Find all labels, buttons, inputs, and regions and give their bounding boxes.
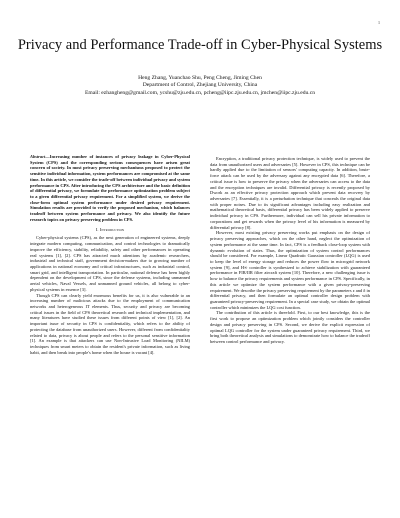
- intro-paragraph: Cyber-physical systems (CPS), as the next generation of engineered systems, deeply integrate modern computing, communication, and control technologies to dramatically improve the efficiency, stability, reliability, safety and other performances in operating real systems [1], [2]. CPS has attracted much attentions by academic researchers, industrial and technical staff, government decision-makers due to growing number of applications in national economy and critical infrastructures, such as industrial control, smart grid, and intelligent transportation. In particular, national defense has been highly dependent on the development of CPS, since the defense systems, including unmanned aerial vehicles, Naval Vessels, and unmanned ground vehicles, all belong to cyber-physical systems in essence [3].: [30, 235, 190, 292]
- abstract: [30, 154, 190, 223]
- paper-title: Privacy and Performance Trade-off in Cyber-Physical Systems: [17, 37, 383, 53]
- section-heading-introduction: I. Introduction: [95, 226, 125, 232]
- left-column: [30, 154, 190, 355]
- page-number: 1: [378, 20, 380, 25]
- author-names: Heng Zhang, Yuanchao Shu, Peng Cheng, Jiming Chen: [138, 75, 262, 81]
- right-column: [210, 156, 370, 345]
- body-paragraph: Encryption, a traditional privacy protection technique, is widely used to prevent the data from unauthorized users and adversaries [5]. However in CPS, this technique can be hardly applied due to the limitation of sensors' computing capacity. In addition, brute-force attack can be used by the adversary against any encrypted data [6]. Therefore, a critical issue is how to preserve the privacy when the adversaries can access to the data and the encryption techniques are invalid. Differential privacy is recently proposed by Dwork as an effective privacy protection approach which prevent data recovery by adversaries [7]. Essentially, it is a perturbation technique that conceals the original data with proper noises. Due to its significant advantages including easy realization and mathematical theoretical basis, differential privacy has been widely applied to preserve individual privacy in CPS. Furthermore, individual can sell his private information to corporations and get rewards when the privacy level of his information is measured by differential privacy [8].: [210, 156, 370, 230]
- author-emails: Email: ezhangheng@gmail.com, ycshu@zju.edu.cn, pcheng@iipc.zju.edu.cn, jmchen@iipc.zju.edu.cn: [85, 89, 315, 96]
- affiliation: Department of Control, Zhejiang University, China: [142, 82, 258, 89]
- abstract-text: —Increasing number of instances of privacy leakage in Cyber-Physical System (CPS) and the corresponding serious consequences have arisen great concern of society. In most privacy preserving mechanisms proposed to protect the sensitive individual information, system performances are compromised at the same time. In this article, we consider the trade-off between individual privacy and system performance in CPS. After introducing the CPS architecture and the basic definition of differential privacy, we formulate the performance optimization problem subject to a given differential privacy requirement. For a simplified system, we derive the close-form optimal system performance under desired privacy requirement. Simulation results are provided to verify the proposed mechanism, which balances tradeoff between system performance and privacy. We also identify the future research topics on privacy preserving problem in CPS.: [30, 154, 190, 222]
- body-paragraph: However, most existing privacy preserving works put emphasis on the design of privacy preserving approaches, which on the other hand, neglect the optimization of system performance at the same time. In fact, CPS is a feedback close-loop system with dynamic evolution of states. Thus, the optimization of system control performances should be considered. For example, Linear Quadratic Gaussian controller (LQG) is used to keep the level of energy storage and reduces the power flow in microgrid network system [9], and H∞ controller is synthesized to achieve stabilization with guaranteed performance in FIR/IIR filter aircraft system [10]. Therefore, a new challenging issue is how to balance the privacy requirements and system performance in CPS. Specifically, in this article we optimize the system performance with a given privacy-preserving requirement. We describe the privacy preserving requirement by the parameters ε and δ in differential privacy, and then formulate an optimal controller design problem with guaranteed privacy-preserving requirement. In a special case study, we obtain the optimal controller which minimizes the LQG cost function.: [210, 230, 370, 310]
- body-paragraph: The contribution of this article is threefold. First, to our best knowledge, this is the first work to propose an optimization problem which jointly considers the controller design and privacy preserving in CPS. Second, we derive the explicit expression of optimal LQG controller for the system under guaranteed privacy requirement. Third, we bring both theoretical analysis and simulations to demonstrate how to balance the tradeoff between control performance and privacy.: [210, 310, 370, 344]
- author-block: [0, 75, 400, 97]
- abstract-label: Abstract: [30, 154, 46, 159]
- intro-paragraph: Though CPS can clearly yield enormous benefits for us, it is also vulnerable to an increasing number of malicious attacks due to the employment of communication networks and heterogeneous IT elements. Thus, security and privacy are becoming critical issues in the field of CPS theoretical research and technical implementation, and many literatures have studied these issues from different points of view [1], [2]. An important issue of security in CPS is confidentiality, which refers to the ability of protecting the database from unauthorized users. However, different from confidentiality related to data, privacy is about people and refers to the personal sensitive information [1]. An example is that attackers can use Non-Intrusive Load Monitoring (NILM) techniques from smart meters to obtain the resident's private information, such as living habit, and then break into people's home when the house is vacant [4].: [30, 292, 190, 355]
